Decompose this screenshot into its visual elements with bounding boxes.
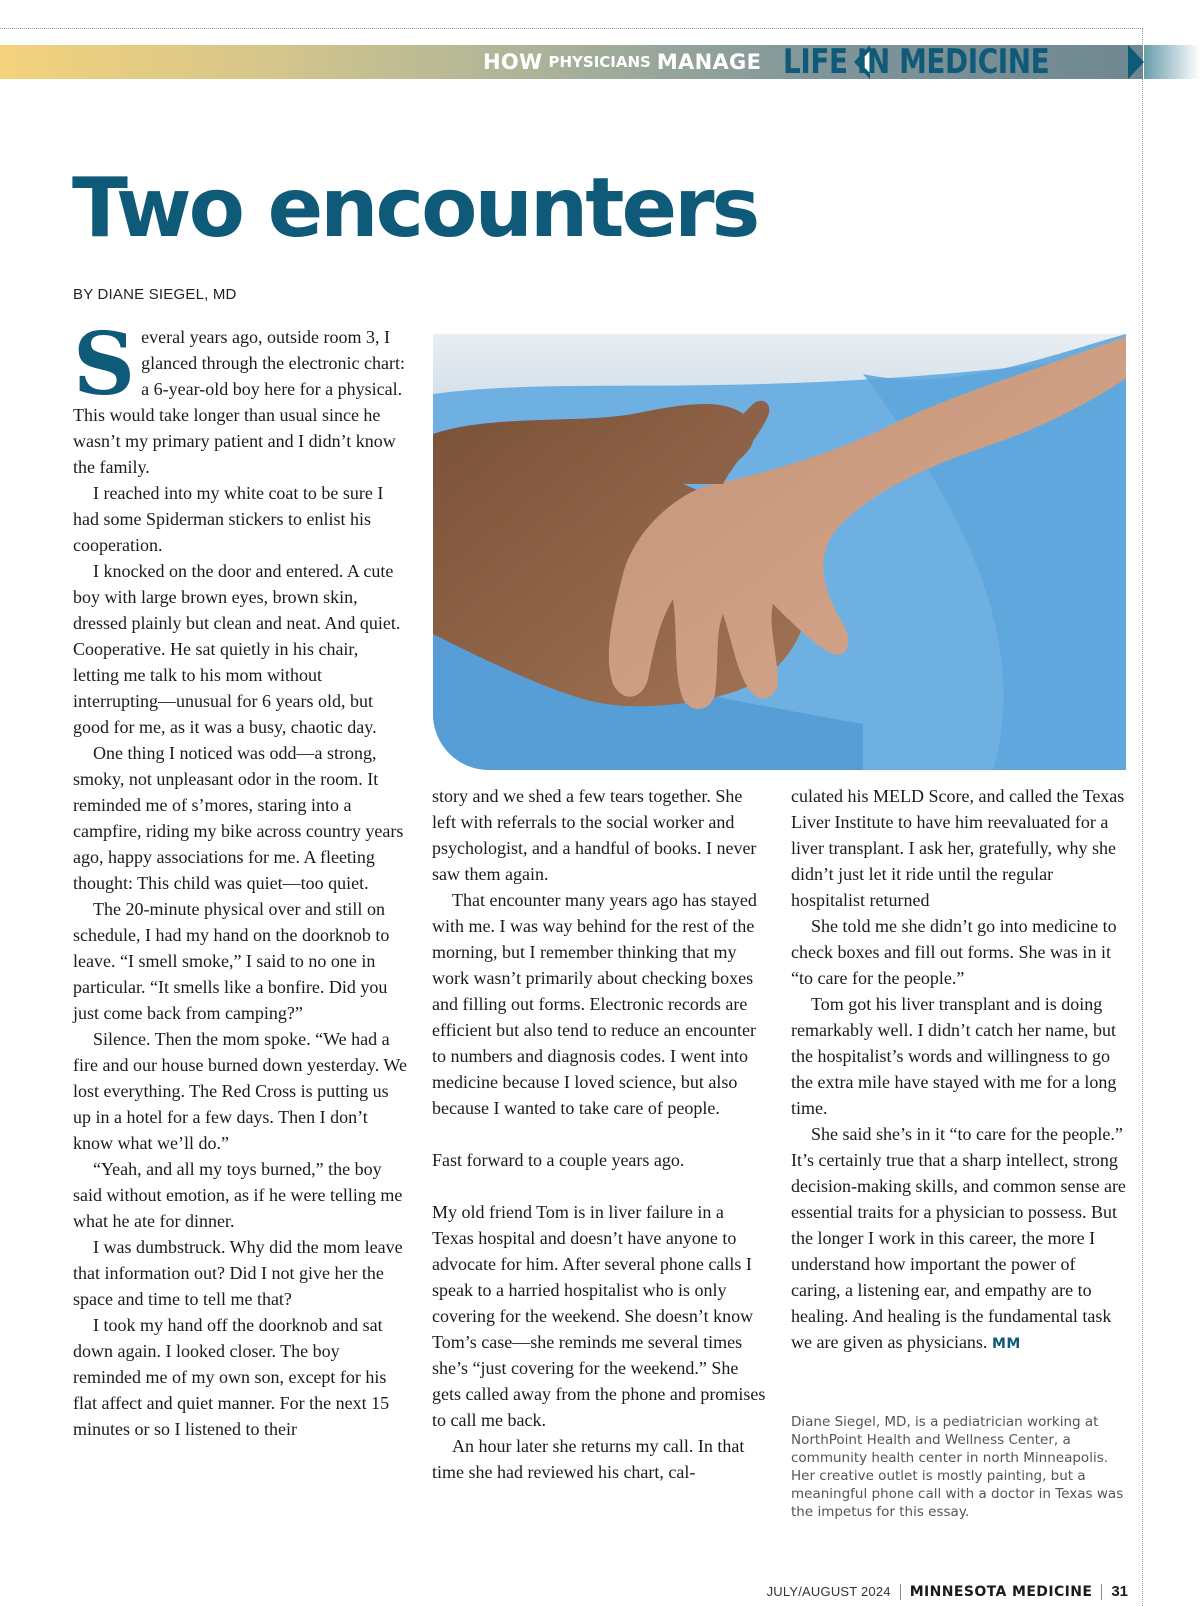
paragraph: An hour later she returns my call. In that time she had reviewed his chart, cal- (432, 1436, 745, 1482)
paragraph: That encounter many years ago has stayed with me. I was way behind for the rest of the morning, but I remember thinking that my work wasn’t primarily about checking boxes and filling out forms. Electronic records are efficient but also tend to reduce an encounter to numbers and diagnosis codes. I went into medicine because I loved science, but also because I wanted to take care of people. (432, 890, 757, 1118)
paragraph: I reached into my white coat to be sure I had some Spiderman stickers to enlist his cooperation. (73, 483, 384, 555)
issue-date: JULY/AUGUST 2024 (766, 1584, 891, 1599)
author-bio: Diane Siegel, MD, is a pediatrician working at NorthPoint Health and Wellness Center, a community health center in north Minneapolis. Her creative outlet is mostly painting, but a meaningful phone call with a doctor in Texas was the impetus for this essay. (791, 1414, 1124, 1520)
page-footer (767, 1583, 1128, 1600)
right-dotted-rule (1142, 28, 1143, 1606)
page-number: 31 (1111, 1583, 1128, 1600)
hands-photo (433, 334, 1126, 770)
banner-end-tab (1144, 45, 1200, 79)
paragraph (73, 314, 408, 480)
paragraph: story and we shed a few tears together. She left with referrals to the social worker and psychologist, and a handful of books. I never saw them again. (432, 786, 757, 884)
footer-divider (1101, 1584, 1102, 1600)
paragraph: The 20-minute physical over and still on schedule, I had my hand on the doorknob to leave. “I smell smoke,” I said to no one in particular. “It smells like a bonfire. Did you just come back from camping?” (73, 899, 390, 1023)
hands-illustration (433, 334, 1126, 770)
section-banner-text (483, 44, 1108, 80)
kicker-physicians: PHYSICIANS (548, 53, 651, 71)
text-column-3 (791, 783, 1128, 1357)
paragraph: I knocked on the door and entered. A cute boy with large brown eyes, brown skin, dressed plainly but clean and neat. And quiet. Cooperative. He sat quietly in his chair, letting me talk to his mom without interrupting—unusual for 6 years old, but good for me, as it was a busy, chaotic day. (73, 561, 401, 737)
text-column-2 (432, 783, 767, 1485)
byline: BY DIANE SIEGEL, MD (73, 286, 237, 303)
footer-divider (900, 1584, 901, 1600)
paragraph: My old friend Tom is in liver failure in a Texas hospital and doesn’t have anyone to advocate for him. After several phone calls I speak to a harried hospitalist who is only covering for the weekend. She doesn’t know Tom’s case—she reminds me several times she’s “just covering for the weekend.” She gets called away from the phone and promises to call me back. (432, 1202, 766, 1430)
article-title: Two encounters (72, 161, 758, 256)
paragraph (791, 1121, 1128, 1357)
section-title: LIFE IN MEDICINE (783, 42, 1050, 82)
top-dotted-rule (0, 28, 1143, 29)
kicker-how: HOW (483, 50, 543, 74)
text-column-1 (73, 314, 408, 1442)
paragraph: Silence. Then the mom spoke. “We had a fire and our house burned down yesterday. We lost everything. The Red Cross is putting us up in a hotel for a few days. Then I don’t know what we’ll do.” (73, 1029, 407, 1153)
paragraph: I was dumbstruck. Why did the mom leave that information out? Did I not give her the space and time to tell me that? (73, 1237, 403, 1309)
magazine-name: MINNESOTA MEDICINE (909, 1583, 1093, 1600)
paragraph: “Yeah, and all my toys burned,” the boy said without emotion, as if he were telling me what he ate for dinner. (73, 1159, 403, 1231)
chevron-right-icon (1128, 45, 1144, 79)
paragraph: Fast forward to a couple years ago. (432, 1150, 685, 1170)
end-mark: MM (991, 1336, 1021, 1352)
paragraph: She told me she didn’t go into medicine to check boxes and fill out forms. She was in it “to care for the people.” (791, 916, 1117, 988)
paragraph-text: everal years ago, outside room 3, I glanced through the electronic chart: a 6-year-old boy here for a physical. This would take longer than usual since he wasn’t my primary patient and I didn’t know the family. (73, 327, 405, 477)
kicker-manage: MANAGE (656, 50, 762, 74)
paragraph: I took my hand off the doorknob and sat down again. I looked closer. The boy reminded me of my own son, except for his flat affect and quiet manner. For the next 15 minutes or so I listened to their (73, 1315, 390, 1439)
paragraph: Tom got his liver transplant and is doing remarkably well. I didn’t catch her name, but the hospitalist’s words and willingness to go the extra mile have stayed with me for a long time. (791, 994, 1117, 1118)
drop-cap: S (73, 314, 136, 415)
paragraph-text: She said she’s in it “to care for the people.” It’s certainly true that a sharp intellect, strong decision-making skills, and common sense are essential traits for a physician to possess. But the longer I work in this career, the more I understand how important the power of caring, a listening ear, and empathy are to healing. And healing is the fundamental task we are given as physicians. (791, 1124, 1126, 1352)
paragraph: One thing I noticed was odd—a strong, smoky, not unpleasant odor in the room. It reminded me of s’mores, staring into a campfire, riding my bike across country years ago, happy associations for me. A fleeting thought: This child was quiet—too quiet. (73, 743, 404, 893)
paragraph: culated his MELD Score, and called the Texas Liver Institute to have him reevaluated for a liver transplant. I ask her, gratefully, why she didn’t just let it ride until the regular hospitalist returned (791, 786, 1125, 910)
